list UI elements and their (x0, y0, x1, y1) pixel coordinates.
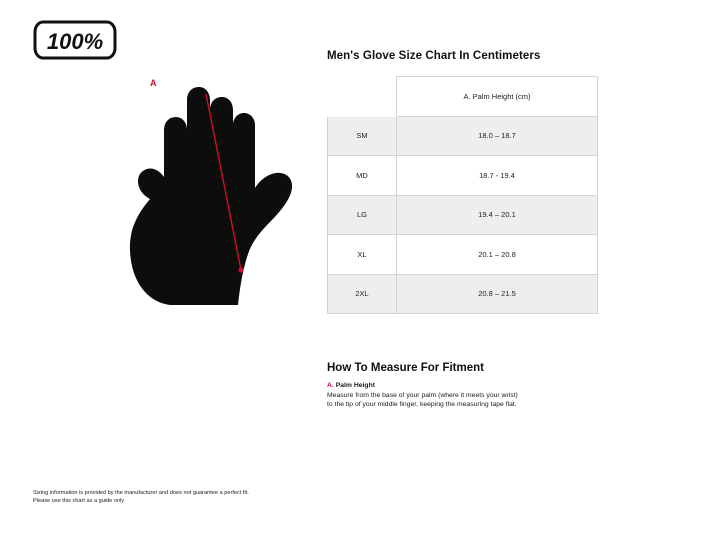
cell-palm-height: 20.1 – 20.8 (397, 235, 598, 275)
cell-palm-height: 18.0 – 18.7 (397, 116, 598, 156)
cell-size: 2XL (328, 274, 397, 314)
how-to-measure-body: Measure from the base of your palm (where it meets your wrist) to the tip of your middle finger, keeping the measuring tape flat. (327, 392, 518, 409)
cell-size: XL (328, 235, 397, 275)
table-header-blank (328, 77, 397, 117)
table-row (328, 195, 598, 235)
disclaimer-line-2: Please use this chart as a guide only (33, 498, 125, 505)
how-to-measure-sublabel: Palm Height (335, 382, 375, 389)
how-to-measure-subtitle (327, 382, 687, 389)
cell-palm-height: 20.8 – 21.5 (397, 274, 598, 314)
table-header-palm-height: A. Palm Height (cm) (397, 77, 598, 117)
cell-palm-height: 19.4 – 20.1 (397, 195, 598, 235)
hand-glove-diagram-icon (110, 70, 315, 310)
size-chart-panel (327, 50, 687, 409)
disclaimer-line-1: Sizing information is provided by the manufacturer and does not guarantee a perfect fit. (33, 490, 249, 496)
table-row (328, 116, 598, 156)
brand-logo (33, 20, 117, 60)
how-to-measure-title: How To Measure For Fitment (327, 362, 484, 374)
size-chart-table (327, 76, 598, 314)
table-row (328, 274, 598, 314)
table-row (328, 235, 598, 275)
cell-size: MD (328, 156, 397, 196)
cell-size: SM (328, 116, 397, 156)
cell-size: LG (328, 195, 397, 235)
cell-palm-height: 18.7 - 19.4 (397, 156, 598, 196)
table-header-row (328, 77, 598, 117)
page-title: Men's Glove Size Chart In Centimeters (327, 50, 541, 62)
disclaimer (33, 489, 293, 505)
measure-label-a: A (150, 78, 157, 88)
svg-text:100%: 100% (46, 29, 104, 54)
how-to-measure-marker: A. (327, 382, 334, 389)
table-row (328, 156, 598, 196)
glove-illustration (110, 70, 315, 310)
logo-100-icon (33, 20, 117, 60)
